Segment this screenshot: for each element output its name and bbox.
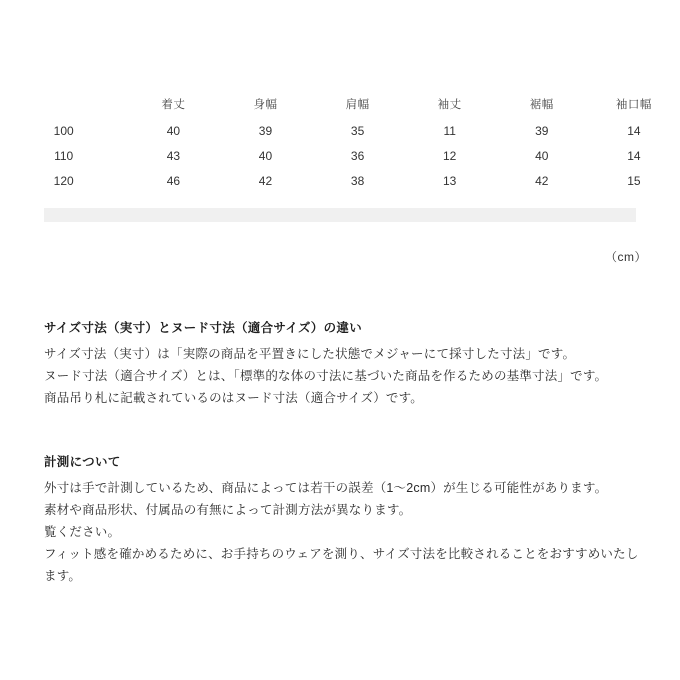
cell-kitake: 43 <box>166 148 181 163</box>
section-line: 覧ください。 <box>44 525 121 539</box>
cell-susohaba: 39 <box>535 123 549 138</box>
cell-katahaba: 38 <box>350 173 365 188</box>
cell-sodetake: 11 <box>443 123 456 138</box>
cell-susohaba: 42 <box>535 173 549 188</box>
section-measurement-note <box>44 452 644 587</box>
section-line: 素材や商品形状、付属品の有無によって計測方法が異なります。 <box>44 503 412 517</box>
cell-sodeguchihaba: 14 <box>627 148 641 163</box>
column-header-susohaba: 裾幅 <box>529 99 554 111</box>
section-title: 計測について <box>44 455 121 469</box>
size-table <box>0 92 680 193</box>
section-line: ヌード寸法（適合サイズ）とは、「標準的な体の寸法に基づいた商品を作るための基準寸法」です。 <box>44 369 608 383</box>
cell-sodetake: 12 <box>442 148 457 163</box>
section-title: サイズ寸法（実寸）とヌード寸法（適合サイズ）の違い <box>44 321 363 335</box>
table-row <box>0 143 680 168</box>
column-header-size <box>0 92 127 118</box>
cell-katahaba: 36 <box>350 148 365 163</box>
cell-sodeguchihaba: 14 <box>627 123 641 138</box>
cell-mihaba: 39 <box>258 123 273 138</box>
column-header-mihaba: 身幅 <box>253 99 278 111</box>
section-line: フィット感を確かめるために、お手持ちのウェアを測り、サイズ寸法を比較されることをおすすめいたし <box>44 547 639 561</box>
cell-kitake: 46 <box>166 173 181 188</box>
section-line: 外寸は手で計測しているため、商品によっては若干の誤差（1〜2cm）が生じる可能性があります。 <box>44 481 608 495</box>
section-size-definition <box>44 318 644 409</box>
unit-note: （cm） <box>605 250 647 264</box>
table-row <box>0 118 680 143</box>
section-line: 商品吊り札に記載されているのはヌード寸法（適合サイズ）です。 <box>44 391 424 405</box>
column-header-sodetake: 袖丈 <box>437 99 462 111</box>
column-header-sodeguchihaba: 袖口幅 <box>615 99 652 111</box>
table-header-row <box>0 92 680 118</box>
column-header-katahaba: 肩幅 <box>345 99 370 111</box>
row-size-label: 120 <box>53 173 74 188</box>
row-size-label: 110 <box>54 148 74 163</box>
cell-katahaba: 35 <box>350 123 365 138</box>
cell-kitake: 40 <box>166 123 181 138</box>
cell-mihaba: 42 <box>258 173 273 188</box>
table-row <box>0 168 680 193</box>
cell-mihaba: 40 <box>258 148 273 163</box>
cell-sodetake: 13 <box>442 173 457 188</box>
section-line: サイズ寸法（実寸）は「実際の商品を平置きにした状態でメジャーにて採寸した寸法」です。 <box>44 347 576 361</box>
table-footer-band <box>44 208 636 222</box>
row-size-label: 100 <box>53 123 74 138</box>
column-header-kitake: 着丈 <box>161 99 186 111</box>
cell-sodeguchihaba: 15 <box>627 173 641 188</box>
section-line: ます。 <box>44 569 82 583</box>
cell-susohaba: 40 <box>535 148 549 163</box>
size-table-container <box>0 92 680 193</box>
